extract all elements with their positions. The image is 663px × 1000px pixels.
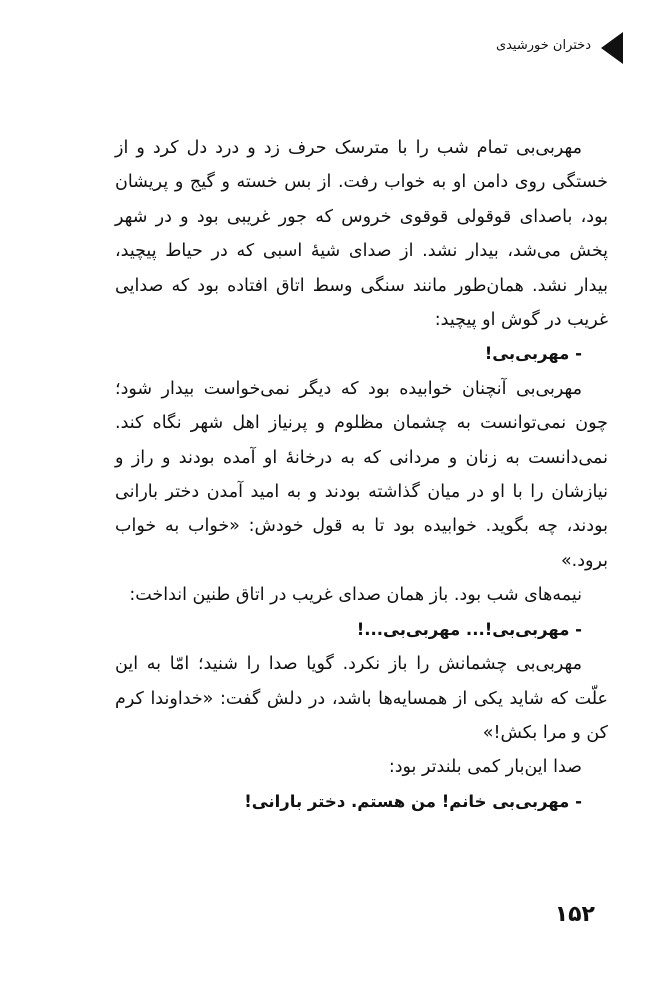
- page-number: ۱۵۲: [554, 902, 595, 927]
- paragraph: نیمه‌های شب بود. باز همان صدای غریب در اتاق طنین انداخت:: [129, 585, 582, 606]
- running-title: دختران خورشیدی: [495, 38, 591, 53]
- paragraph: مهربی‌بی چشمانش را باز نکرد. گویا صدا را شنید؛ امّا به این علّت که شاید یکی از همسایه‌ها باشد، در دلش گفت: «خداوندا کرم کن و مرا بکش!»: [115, 654, 608, 743]
- dialogue-line: - مهربی‌بی!... مهربی‌بی...!: [356, 619, 582, 639]
- dialogue-line: - مهربی‌بی!: [484, 344, 582, 364]
- paragraph: صدا این‌بار کمی بلندتر بود:: [388, 757, 582, 778]
- dialogue-line: - مهربی‌بی خانم! من هستم. دختر بارانی!: [244, 791, 582, 811]
- triangle-marker-icon: [601, 32, 623, 64]
- paragraph: مهربی‌بی تمام شب را با مترسک حرف زد و درد دل کرد و از خستگی روی دامن او به خواب رفت. از بس خسته و گیج و پریشان بود، باصدای قوقولی قوقوی خروس که جور غریبی بود و در شهر پخش می‌شد، بیدار نشد. از صدای شیهٔ اسبی که در حیاط پیچید، بیدار نشد. همان‌طور مانند سنگی وسط اتاق افتاده بود که صدایی غریب در گوش او پیچید:: [115, 138, 608, 331]
- body-text: [115, 131, 608, 819]
- paragraph: مهربی‌بی آنچنان خوابیده بود که دیگر نمی‌خواست بیدار شود؛ چون نمی‌توانست به چشمان مظلوم و پرنیاز اهل شهر نگاه کند. نمی‌دانست به زنان و مردانی که به درخانهٔ او آمده بودند و راز و نیازشان را با او در میان گذاشته بودند و به امید آمدن دختر بارانی بودند، چه بگوید. خوابیده بود تا به قول خودش: «خواب به خواب برود.»: [115, 378, 608, 571]
